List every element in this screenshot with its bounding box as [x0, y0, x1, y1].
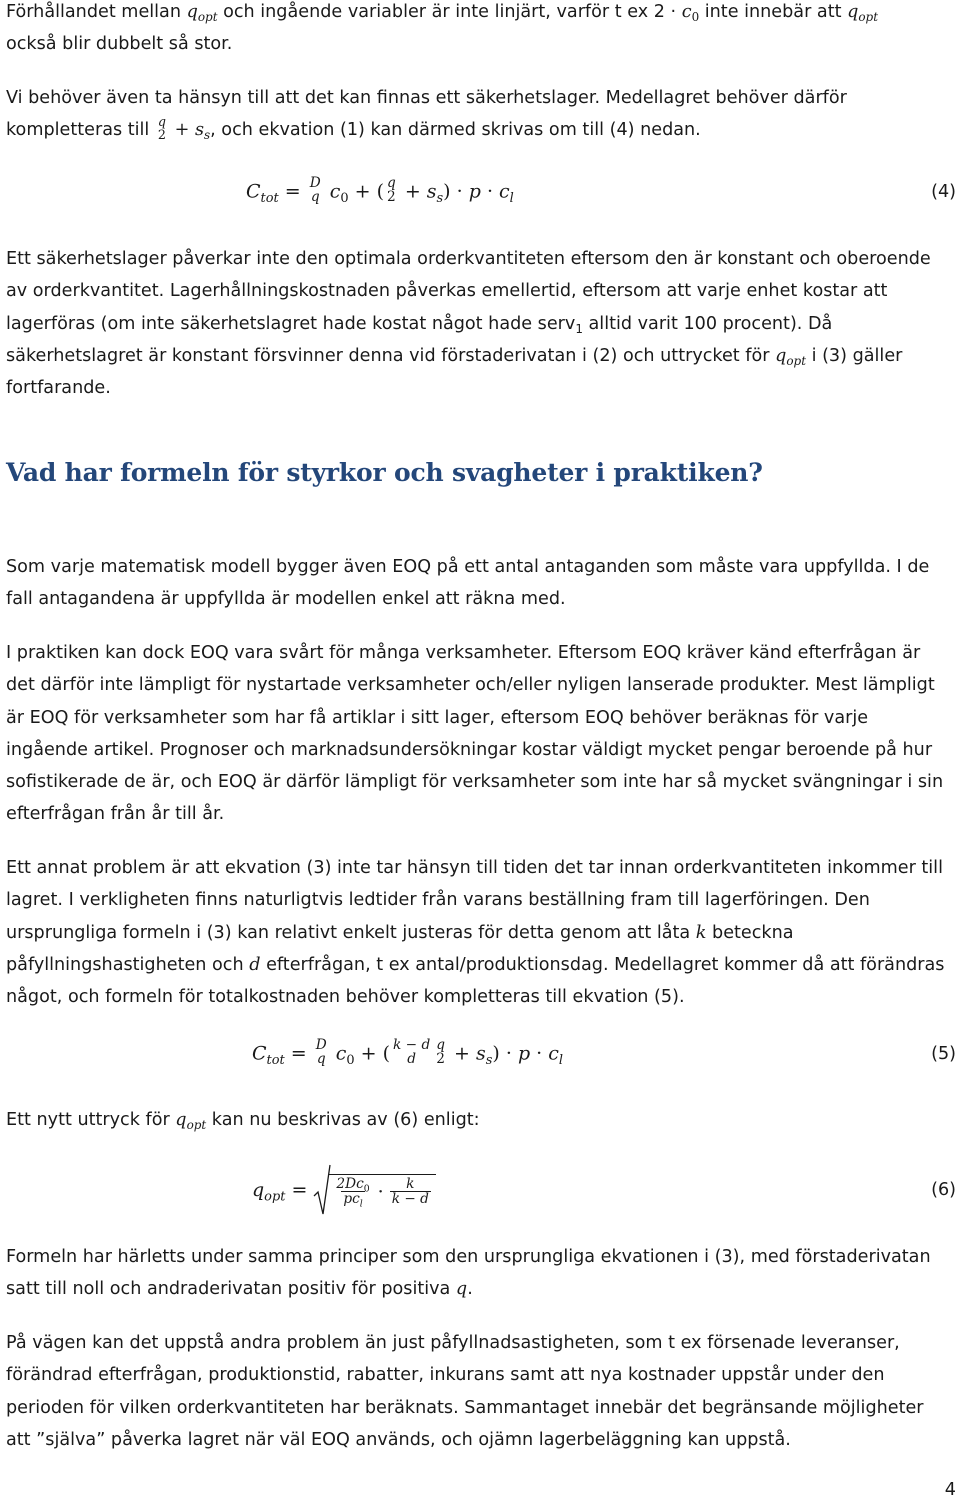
equation-5	[6, 1037, 956, 1080]
equation-6-number: (6)	[931, 1180, 956, 1200]
paragraph-derivation	[6, 1241, 951, 1306]
paragraph-other-problems: På vägen kan det uppstå andra problem än just påfyllnadsastigheten, som t ex försenade leveranser, förändrad efterfrågan, produktionstid, rabatter, inkurans samt att nya kostnader uppstår under den perioden för vilken orderkvantiteten har beräknats. Sammantaget innebär det begränsande möjligheter att ”själva” påverka lagret när väl EOQ används, och ojämn lagerbeläggning kan uppstå.	[6, 1333, 924, 1450]
subscript: 1	[575, 321, 583, 336]
paragraph-nonlinearity	[6, 0, 951, 61]
paragraph-practice: I praktiken kan dock EOQ vara svårt för många verksamheter. Eftersom EOQ kräver känd efterfrågan är det därför inte lämpligt för nystartade verksamheter och/eller nyligen lanserade produkter. Mest lämpligt är EOQ för verksamheter som har få artiklar i sitt lager, eftersom EOQ behöver beräknas för varje ingående artikel. Prognoser och marknadsundersökningar kostar väldigt mycket pengar beroende på hur sofistikerade de är, och EOQ är därför lämpligt för verksamheter som inte har så mycket svängningar i sin efterfrågan från år till år.	[6, 643, 944, 825]
text: Formeln har härletts under samma principer som den ursprungliga ekvationen i (3), med förstaderivatan satt till noll och andraderivatan positiv för positiva	[6, 1247, 931, 1300]
text: .	[467, 1279, 473, 1300]
paragraph-new-expression	[6, 1104, 951, 1136]
text: kompletteras till	[6, 120, 155, 141]
text: alltid varit 100 procent). Då säkerhetslagret är konstant försvinner denna vid förstaderivatan i (2) och uttrycket för	[6, 313, 833, 366]
text: Förhållandet mellan	[6, 2, 187, 22]
math-q-opt: $q_{opt}$	[175, 1110, 207, 1133]
math-q-half-plus-ss: q 2 + $s_s$	[157, 114, 211, 143]
equation-4-formula: $C_{tot}$ = D q $c_0$ + ( q 2 + $s_s) \cdot p \cdot c_l$	[246, 175, 514, 206]
text: Ett nytt uttryck för	[6, 1110, 176, 1130]
math-k: k	[695, 922, 707, 943]
text: Ett annat problem är att ekvation (3) inte tar hänsyn till tiden det tar innan orderkvantiteten inkommer till lagret. I verkligheten finns naturligtvis ledtider från varans beställning fram till lagerföringen. Den ursprungliga formeln i (3) kan relativt enkelt justeras för detta genom att låta	[6, 858, 943, 943]
page-number: 4	[944, 1480, 956, 1500]
paragraph-safety-stock-effect	[6, 243, 951, 404]
math-d: d	[249, 954, 261, 975]
section-heading: Vad har formeln för styrkor och svagheter i praktiken?	[6, 458, 763, 487]
equation-6-formula: $q_{opt}$ = $\frac{2Dc_0}{pc_l}$ · $\frac{k}{k - d}$	[252, 1164, 436, 1216]
square-root-sign: $\frac{2Dc_0}{pc_l}$ · $\frac{k}{k - d}$	[313, 1164, 436, 1216]
paragraph-assumptions: Som varje matematisk modell bygger även EOQ på ett antal antaganden som måste vara uppfyllda. I de fall antagandena är uppfyllda är modellen enkel att räkna med.	[6, 557, 930, 610]
text: kan nu beskrivas av (6) enligt:	[206, 1110, 480, 1130]
text: , och ekvation (1) kan därmed skrivas om till (4) nedan.	[210, 120, 701, 141]
math-q-opt: $q_{opt}$	[775, 345, 806, 369]
equation-6	[6, 1164, 956, 1220]
equation-4-number: (4)	[931, 182, 956, 202]
text: och ingående variabler är inte linjärt, varför t ex 2 ·	[217, 2, 682, 22]
equation-5-formula: $C_{tot}$ = D q $c_0$ + ( k − d d q 2 + $s_s) \cdot p \cdot c_l$	[252, 1037, 564, 1068]
math-q-opt: $q_{opt}$	[186, 2, 218, 25]
text: beteckna påfyllningshastigheten och	[6, 922, 794, 975]
paragraph-lead-times	[6, 852, 951, 1013]
equation-4	[6, 175, 956, 218]
math-q-opt: $q_{opt}$	[847, 2, 878, 25]
paragraph-safety-stock	[6, 82, 951, 147]
text: Ett säkerhetslager påverkar inte den optimala orderkvantiteten eftersom den är konstant och oberoende av orderkvantitet. Lagerhållningskostnaden påverkas emellertid, eftersom att varje enhet kostar att lagerföras (om inte säkerhetslagret hade kostat något hade serv	[6, 249, 931, 334]
text: efterfrågan, t ex antal/produktionsdag. Medellagret kommer då att förändras något, och formeln för totalkostnaden behöver kompletteras till ekvation (5).	[6, 954, 945, 1008]
text: Vi behöver även ta hänsyn till att det kan finnas ett säkerhetslager. Medellagret behöver därför	[6, 88, 847, 108]
text: också blir dubbelt så stor.	[6, 34, 233, 55]
math-q: q	[455, 1279, 468, 1300]
text: inte innebär att	[699, 2, 848, 22]
math-c0: $c_0$	[681, 2, 700, 25]
equation-5-number: (5)	[931, 1044, 956, 1064]
text: i (3) gäller fortfarande.	[6, 345, 903, 399]
